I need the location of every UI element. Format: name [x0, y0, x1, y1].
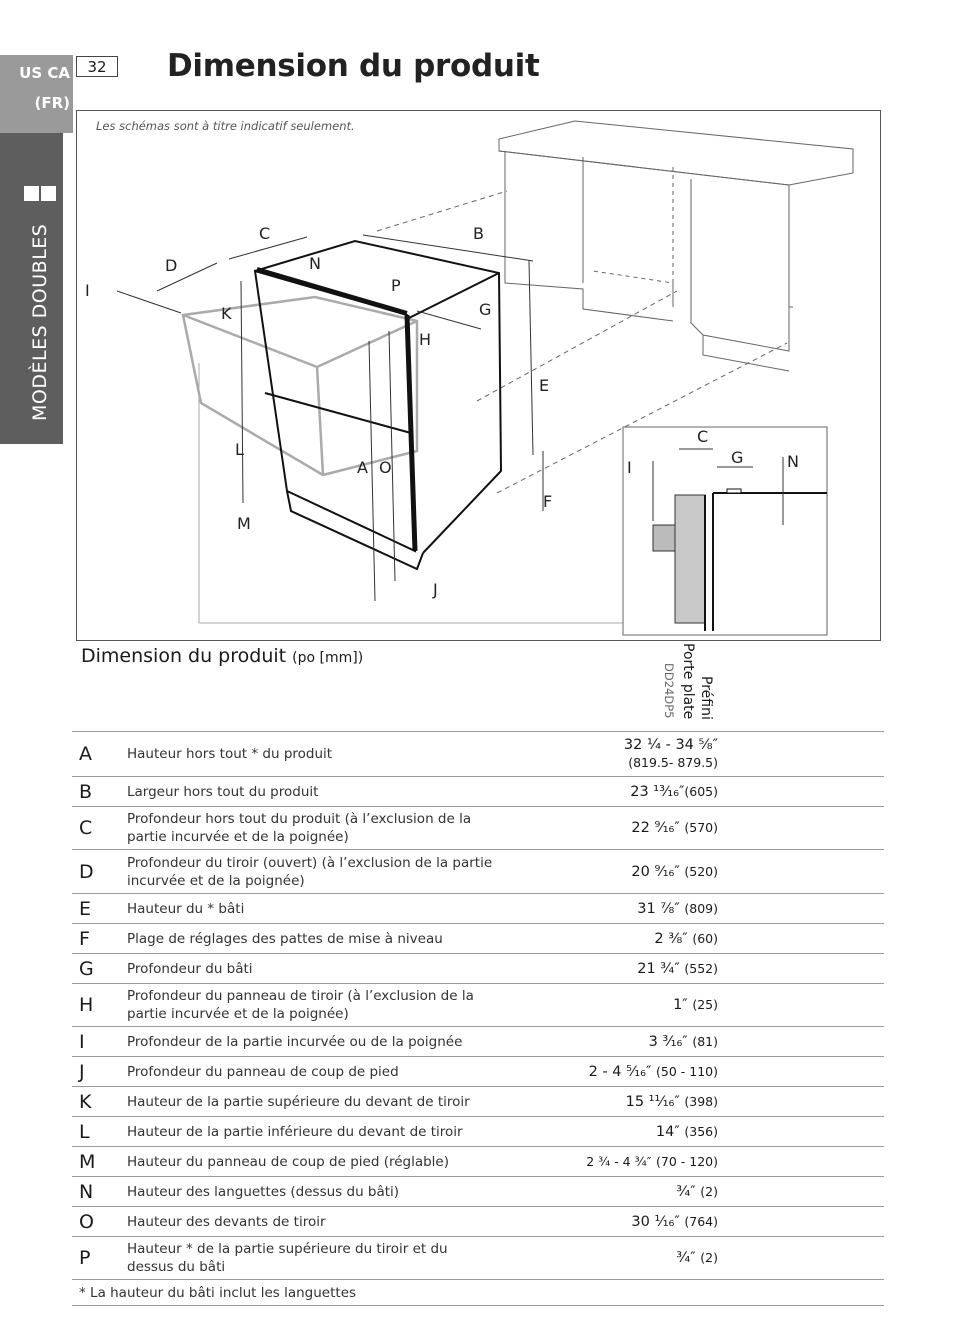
value-inches: 1″: [673, 997, 688, 1013]
label-j: J: [433, 580, 438, 599]
table-footnote: * La hauteur du bâti inclut les languettes: [79, 1285, 357, 1301]
value-inches: 2 ⅜″: [654, 930, 688, 947]
row-letter: P: [72, 1237, 127, 1280]
column-header-finish: Préfini: [698, 676, 714, 720]
table-row: [72, 777, 884, 807]
label-a: A: [357, 458, 368, 477]
dim-line-e: [529, 261, 533, 455]
dim-line-i: [117, 291, 181, 313]
countertop-edge: [499, 151, 789, 185]
row-description: Profondeur de la partie incurvée ou de la poignée: [127, 1027, 497, 1057]
label-d: D: [165, 256, 178, 275]
cabinet-right: [691, 179, 793, 351]
value-inches: 14″: [655, 1123, 680, 1140]
region-label: US CA: [19, 64, 70, 82]
row-letter: C: [72, 807, 127, 850]
value-mm: (60): [692, 930, 718, 946]
value-inches: 2 ¾ - 4 ¾″: [586, 1153, 652, 1169]
label-i: I: [85, 281, 90, 300]
row-value: [497, 954, 718, 984]
row-value: [497, 1237, 718, 1280]
dim-line-g: [417, 311, 481, 329]
table-row: [72, 954, 884, 984]
top-lip: [257, 269, 407, 313]
table-row: [72, 1237, 884, 1280]
appliance-outline: [255, 241, 501, 553]
dim-line-k: [241, 281, 243, 503]
row-description: Hauteur de la partie inférieure du devant de tiroir: [127, 1117, 497, 1147]
row-value: [497, 1087, 718, 1117]
row-letter: K: [72, 1087, 127, 1117]
inset-label-c: C: [697, 427, 709, 446]
row-letter: E: [72, 894, 127, 924]
label-b: B: [473, 224, 484, 243]
value-mm: (81): [692, 1033, 718, 1049]
row-letter: J: [72, 1057, 127, 1087]
value-inches: 3 ³⁄₁₆″: [648, 1033, 688, 1050]
row-value: [497, 1207, 718, 1237]
row-value: [497, 1177, 718, 1207]
row-description: Hauteur des languettes (dessus du bâti): [127, 1177, 497, 1207]
label-f: F: [543, 492, 553, 511]
row-description: Profondeur du tiroir (ouvert) (à l’exclusion de la partie incurvée et de la poignée): [127, 850, 497, 894]
value-inches: 23 ¹³⁄₁₆″: [630, 783, 685, 800]
table-title-text: Dimension du produit: [81, 645, 287, 667]
column-header: [658, 643, 718, 725]
value-mm: (70 - 120): [656, 1153, 718, 1169]
value-inches: 21 ¾″: [637, 960, 680, 977]
row-letter: H: [72, 984, 127, 1027]
value-mm: (605): [684, 783, 718, 799]
label-p: P: [391, 276, 401, 295]
row-letter: L: [72, 1117, 127, 1147]
row-value: [497, 894, 718, 924]
drawer-divider: [265, 393, 411, 433]
value-inches: 32 ¼ - 34 ⅝″: [623, 736, 718, 753]
section-label: MODÈLES DOUBLES: [29, 223, 51, 421]
value-inches: 20 ⁹⁄₁₆″: [631, 863, 680, 880]
section-side-tab: [0, 133, 63, 444]
value-inches: ¾″: [676, 1183, 701, 1200]
row-letter: G: [72, 954, 127, 984]
row-letter: N: [72, 1177, 127, 1207]
row-value: [497, 732, 718, 777]
table-row: [72, 732, 884, 777]
projection-line: [477, 291, 677, 401]
value-inches: 31 ⅞″: [637, 900, 680, 917]
row-description: Hauteur de la partie supérieure du devant de tiroir: [127, 1087, 497, 1117]
label-l: L: [235, 440, 244, 459]
row-value: [497, 1117, 718, 1147]
row-value: [497, 1057, 718, 1087]
label-c: C: [259, 224, 271, 243]
row-value: [497, 807, 718, 850]
projection-line: [377, 191, 507, 231]
inset-handle: [653, 525, 675, 551]
dimension-table: [72, 731, 884, 1280]
table-row: [72, 1117, 884, 1147]
value-mm: (356): [684, 1123, 718, 1139]
row-letter: D: [72, 850, 127, 894]
region-tab: [0, 55, 73, 133]
value-mm: (2): [700, 1250, 718, 1265]
label-e: E: [539, 376, 550, 395]
column-header-model: DD24DP5: [662, 663, 676, 719]
cabinet-hidden-line: [593, 167, 673, 283]
row-letter: M: [72, 1147, 127, 1177]
row-value: [497, 1147, 718, 1177]
open-drawer-shape: [183, 297, 417, 475]
row-letter: O: [72, 1207, 127, 1237]
table-row: [72, 1177, 884, 1207]
row-value: [497, 984, 718, 1027]
table-row: [72, 1087, 884, 1117]
value-mm: (2): [700, 1183, 718, 1199]
label-n: N: [309, 254, 321, 273]
row-description: Profondeur du bâti: [127, 954, 497, 984]
dimension-diagram: [76, 110, 881, 641]
value-mm: (764): [684, 1213, 718, 1229]
row-value: [497, 777, 718, 807]
value-mm: (520): [684, 863, 718, 879]
row-description: Profondeur du panneau de tiroir (à l’exclusion de la partie incurvée et de la poignée): [127, 984, 497, 1027]
value-mm: (398): [684, 1093, 718, 1109]
value-inches: 30 ¹⁄₁₆″: [631, 1213, 680, 1230]
value-inches: 22 ⁹⁄₁₆″: [631, 820, 680, 836]
table-row: [72, 1147, 884, 1177]
table-unit: (po [mm]): [292, 650, 364, 666]
label-h: H: [419, 330, 432, 349]
double-drawer-icon-right: [41, 186, 56, 201]
language-label: (FR): [34, 94, 70, 112]
row-description: Hauteur du * bâti: [127, 894, 497, 924]
value-inches: ¾″: [676, 1250, 701, 1266]
row-value: [497, 850, 718, 894]
row-description: Hauteur des devants de tiroir: [127, 1207, 497, 1237]
value-mm: (819.5- 879.5): [628, 754, 718, 770]
row-description: Hauteur du panneau de coup de pied (réglable): [127, 1147, 497, 1177]
row-description: Profondeur du panneau de coup de pied: [127, 1057, 497, 1087]
row-description: Largeur hors tout du produit: [127, 777, 497, 807]
table-row: [72, 984, 884, 1027]
value-mm: (25): [692, 997, 718, 1012]
cabinet-plinth: [703, 335, 789, 371]
footnote-divider: [72, 1305, 884, 1306]
double-drawer-icon-left: [24, 186, 39, 201]
column-header-door: Porte plate: [680, 643, 696, 720]
open-drawer-edge: [317, 367, 323, 475]
row-description: Hauteur hors tout * du produit: [127, 732, 497, 777]
value-inches: 2 - 4 ⁵⁄₁₆″: [588, 1063, 652, 1080]
row-value: [497, 924, 718, 954]
label-g: G: [479, 300, 492, 319]
inset-label-n: N: [787, 452, 799, 471]
table-row: [72, 1057, 884, 1087]
row-description: Plage de réglages des pattes de mise à niveau: [127, 924, 497, 954]
page-number: 32: [76, 56, 118, 77]
figure-note: Les schémas sont à titre indicatif seulement.: [96, 119, 355, 133]
table-row: [72, 1027, 884, 1057]
row-description: Hauteur * de la partie supérieure du tiroir et du dessus du bâti: [127, 1237, 497, 1280]
table-row: [72, 924, 884, 954]
row-description: Profondeur hors tout du produit (à l’exclusion de la partie incurvée et de la poignée): [127, 807, 497, 850]
value-mm: (50 - 110): [656, 1063, 718, 1079]
label-k: K: [221, 304, 232, 323]
open-drawer-edge: [183, 315, 317, 367]
row-letter: F: [72, 924, 127, 954]
table-row: [72, 1207, 884, 1237]
inset-panel: [675, 495, 705, 623]
page-title: Dimension du produit: [167, 48, 540, 84]
toe-kick: [287, 491, 423, 569]
inset-label-g: G: [731, 448, 744, 467]
value-mm: (570): [684, 820, 718, 835]
row-value: [497, 1027, 718, 1057]
inset-tab: [727, 489, 741, 493]
row-letter: I: [72, 1027, 127, 1057]
table-row: [72, 894, 884, 924]
value-mm: (809): [684, 900, 718, 916]
label-o: O: [379, 458, 392, 477]
row-letter: B: [72, 777, 127, 807]
table-title: [81, 645, 363, 667]
table-row: [72, 807, 884, 850]
row-letter: A: [72, 732, 127, 777]
dim-line-a: [369, 341, 375, 601]
value-inches: 15 ¹¹⁄₁₆″: [625, 1093, 680, 1110]
inset-label-i: I: [627, 458, 632, 477]
value-mm: (552): [684, 960, 718, 976]
label-m: M: [237, 514, 251, 533]
table-row: [72, 850, 884, 894]
countertop-shape: [499, 121, 853, 185]
open-drawer-edge: [317, 321, 417, 367]
diagram-drawing: [77, 111, 882, 642]
